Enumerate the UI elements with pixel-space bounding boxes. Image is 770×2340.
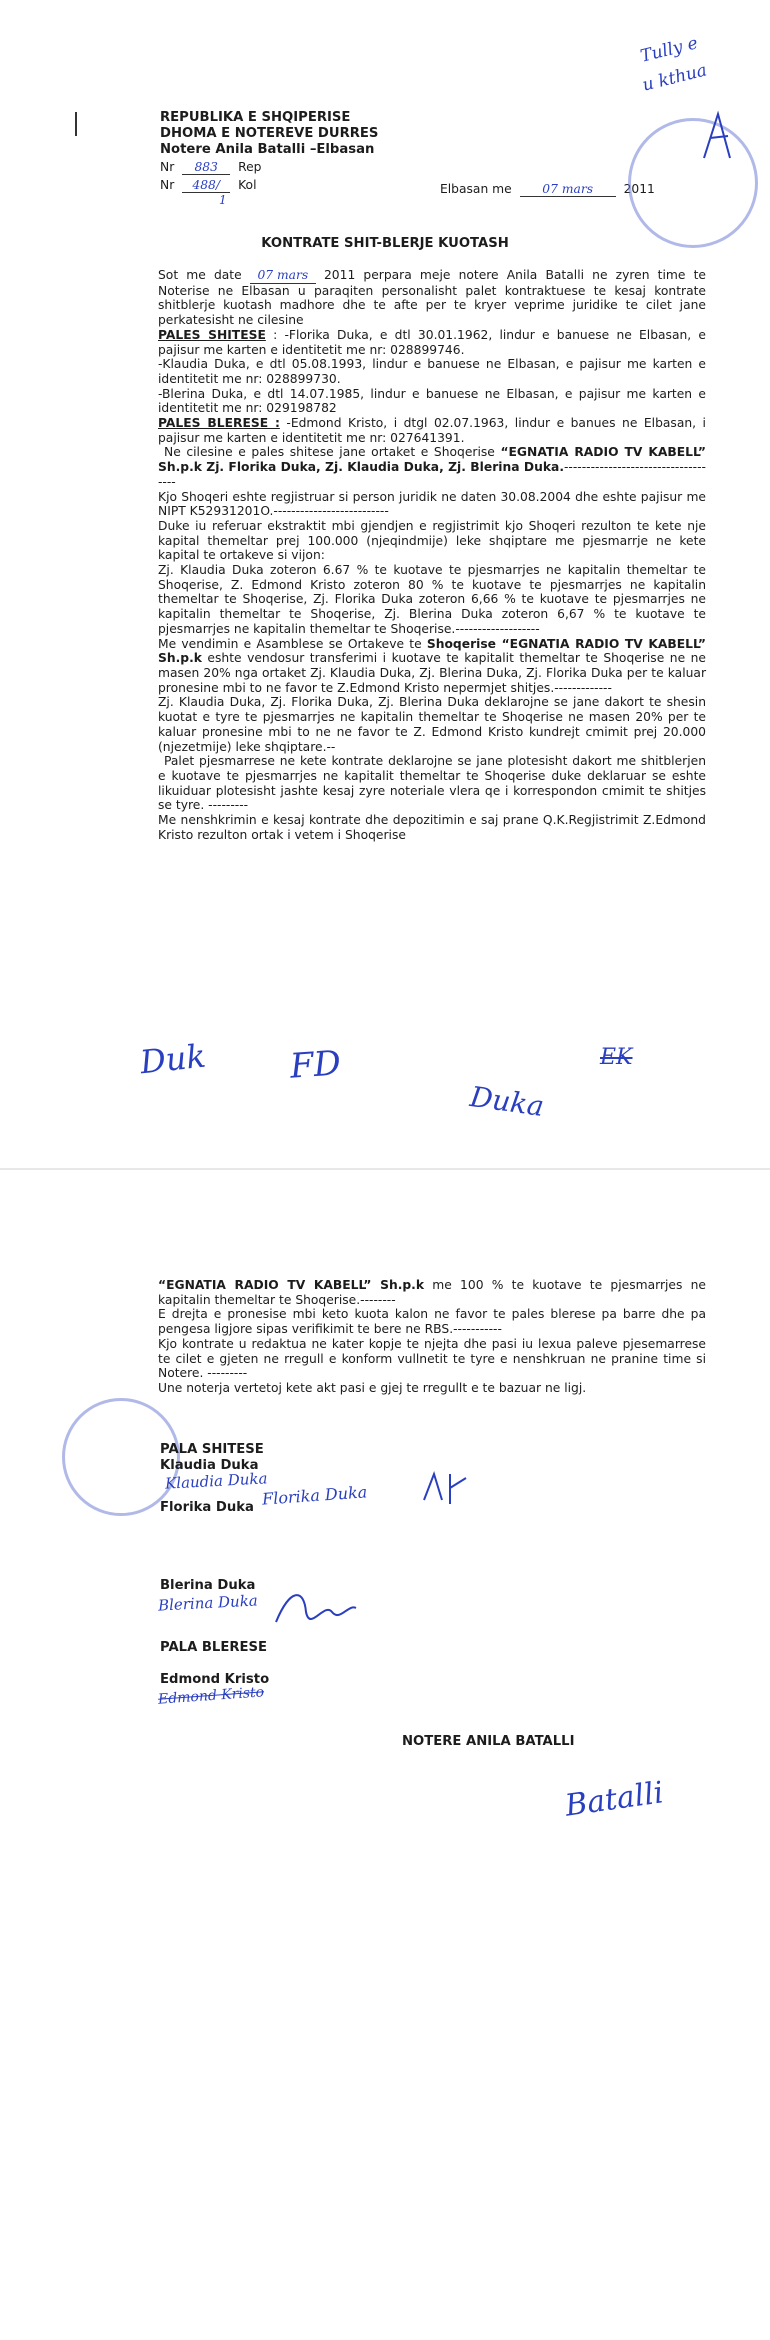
register-nr-label: Nr xyxy=(160,160,175,174)
buyer-sign-label: PALA BLERESE xyxy=(160,1640,267,1655)
declaration-paragraph: Zj. Klaudia Duka, Zj. Florika Duka, Zj. Blerina Duka deklarojne se jane dakort te shesin kuotat e tyre te pjesmarrjes ne kapitalin themeltar te Shoqerise ne masen 20% per te kaluar pronesine mbi to ne ne favor te Z. Edmond Kristo kundrejt cmimit prej 20.000 (njezetmije) leke shqiptare.-- xyxy=(158,695,706,754)
page1-signature-3: Duka xyxy=(468,1080,547,1123)
continuation-company: “EGNATIA RADIO TV KABELL” Sh.p.k xyxy=(158,1278,425,1292)
intro-handwritten-date: 07 mars xyxy=(250,268,316,284)
quality-paragraph xyxy=(158,445,706,489)
intro-paragraph xyxy=(158,268,706,328)
place-label: Elbasan me xyxy=(440,182,512,196)
intro-text-rest: 2011 perpara meje notere Anila Batalli ne zyren time te Noterise ne Elbasan u paraqiten personalisht palet kontraktuese te kesaj kontrate shitblerje kuotash madhore dhe te afte per te kryer veprime juridike te cilet jane perkatesisht ne cilesine xyxy=(158,268,706,328)
buyer1-handwritten: Edmond Kristo xyxy=(157,1684,265,1708)
corner-note-line2: u kthua xyxy=(640,60,709,96)
collection-nr-mark: 1 xyxy=(219,193,227,207)
shares-paragraph: Zj. Klaudia Duka zoteron 6.67 % te kuotave te pjesmarrjes ne kapitalin themeltar te Shoqerise, Z. Edmond Kristo zoteron 80 % te kuotave te pjesmarrjes ne kapitalin themeltar te Shoqerise, Zj. Florika Duka zoteron 6,66 % te kuotave te pjesmarrjes ne kapitalin themeltar te Shoqerise, Zj. Blerina Duka zoteron 6,67 % te kuotave te pjesmarrjes ne kapitalin themeltar te Shoqerise.------------------- xyxy=(158,563,706,636)
register-rep-label: Rep xyxy=(238,160,262,174)
contract-title: KONTRATE SHIT-BLERJE KUOTASH xyxy=(261,236,509,251)
sellers-label: PALES SHITESE xyxy=(158,327,266,342)
capital-paragraph: Duke iu referuar ekstraktit mbi gjendjen e regjistrimit kjo Shoqeri rezulton te kete nje kapital themeltar prej 100.000 (njeqindmije) leke shqiptare me pjesmarrje ne kete kapital te ortakeve si vijon: xyxy=(158,518,706,563)
decision-text-start: Me vendimin e Asamblese se Ortakeve te xyxy=(158,636,427,651)
year-label: 2011 xyxy=(623,182,655,196)
buyer1-name: Edmond Kristo xyxy=(160,1672,270,1687)
collection-nr-value: 488/ xyxy=(182,178,230,193)
corner-note-line1: Tully e xyxy=(638,33,700,67)
collection-number-row xyxy=(160,178,257,193)
signing-paragraph: Me nenshkrimin e kesaj kontrate dhe depozitimin e saj prane Q.K.Regjistrimit Z.Edmond Kristo rezulton ortak i vetem i Shoqerise xyxy=(158,813,706,842)
seller-klaudia: -Klaudia Duka, e dtl 05.08.1993, lindur e banuese ne Elbasan, e pajisur me karten e identitetit me nr: 028899730. xyxy=(158,357,706,386)
seller1-name: Klaudia Duka xyxy=(160,1458,259,1473)
decision-company: Shoqerise “EGNATIA RADIO TV KABELL” Sh.p.k xyxy=(158,636,706,666)
collection-nr-label: Nr xyxy=(160,178,175,192)
company-owners: “EGNATIA RADIO TV KABELL” Sh.p.k Zj. Florika Duka, Zj. Klaudia Duka, Zj. Blerina Duka. xyxy=(158,445,706,475)
header-republic: REPUBLIKA E SHQIPERISE xyxy=(160,110,351,125)
seller-blerina: -Blerina Duka, e dtl 14.07.1985, lindur e banuese ne Elbasan, e pajisur me karten e identitetit me nr: 029198782 xyxy=(158,386,706,416)
notary-statement: Une noterja vertetoj kete akt pasi e gjej te rregullt e te bazuar ne ligj. xyxy=(158,1380,587,1395)
register-number-row xyxy=(160,160,261,175)
buyer-paragraph xyxy=(158,416,706,445)
contract-page-2 xyxy=(0,1170,770,2340)
buyer-edmond: -Edmond Kristo, i dtgl 02.07.1963, lindur e banues ne Elbasan, i pajisur me karten e identitetit me nr: 027641391. xyxy=(158,416,706,445)
rights-paragraph: E drejta e pronesise mbi keto kuota kalon ne favor te pales blerese pa barre dhe pa pengesa ligjore sipas verifikimit te bere ne RBS.----------- xyxy=(158,1307,706,1337)
sellers-sign-label: PALA SHITESE xyxy=(160,1442,264,1457)
corner-initial-signature xyxy=(700,108,740,168)
continuation-paragraph xyxy=(158,1278,706,1307)
notary-sign-label: NOTERE ANILA BATALLI xyxy=(402,1734,575,1749)
quality-dashes: ------------------------------------ xyxy=(158,460,706,489)
collection-kol-label: Kol xyxy=(238,178,257,192)
notary-signature: Batalli xyxy=(563,1775,666,1824)
continuation-text: me 100 % te kuotave te pjesmarrjes ne kapitalin themeltar te Shoqerise.-------- xyxy=(158,1278,707,1307)
parties-paragraph: Palet pjesmarrese ne kete kontrate deklarojne se jane plotesisht dakort me shitblerjen e kuotave te pjesmarrjes ne kapitalit themeltar te Shoqerise duke deklaruar se eshte likuiduar plotesisht jashte kesaj zyre noteriale vlera qe i korrespondon cmimit te shitjes se tyre. --------- xyxy=(158,754,706,813)
register-nr-value: 883 xyxy=(182,160,230,175)
page1-signature-4: EK xyxy=(600,1045,633,1070)
seller3-name: Blerina Duka xyxy=(160,1578,256,1593)
page1-signature-2: FD xyxy=(288,1043,343,1087)
margin-mark xyxy=(75,112,77,136)
header-notary: Notere Anila Batalli –Elbasan xyxy=(160,142,375,157)
seller2-initials-mark xyxy=(420,1470,480,1510)
seller2-name: Florika Duka xyxy=(160,1500,254,1515)
quality-text: Ne cilesine e pales shitese jane ortaket e Shoqerise xyxy=(164,445,501,460)
decision-text-rest: eshte vendosur transferimi i kuotave te kapitalit themeltar te Shoqerise ne ne masen 20% nga ortaket Zj. Klaudia Duka, Zj. Blerina Duka, Zj. Florika Duka per te kaluar pronesine mbi to ne favor te Z.Edmond Kristo nepermjet shitjes.------------- xyxy=(158,651,706,695)
buyer-label: PALES BLERESE : xyxy=(158,416,280,431)
decision-paragraph xyxy=(158,637,706,696)
contract-body-page-2 xyxy=(158,1278,706,1396)
notary-stamp-bottom xyxy=(62,1398,180,1516)
seller1-handwritten: Klaudia Duka xyxy=(164,1469,268,1493)
intro-text-start: Sot me date xyxy=(158,268,242,282)
seller2-handwritten: Florika Duka xyxy=(261,1482,368,1509)
seller3-handwritten: Blerina Duka xyxy=(157,1591,259,1615)
place-date xyxy=(440,182,655,197)
handwritten-date: 07 mars xyxy=(520,182,616,197)
sellers-paragraph xyxy=(158,328,706,357)
seller-florika: : -Florika Duka, e dtl 30.01.1962, lindur e banuese ne Elbasan, e pajisur me karten e identitetit me nr: 028899746. xyxy=(158,327,706,357)
registration-paragraph: Kjo Shoqeri eshte regjistruar si person juridik ne daten 30.08.2004 dhe eshte pajisur me NIPT K52931201O.-------------------------- xyxy=(158,489,706,519)
copies-paragraph: Kjo kontrate u redaktua ne kater kopje te njejta dhe pasi iu lexua paleve pjesemarrese te cilet e gjeten ne rregull e konform vullnetit te tyre e nenshkruan ne pranine time si Notere. --------- xyxy=(158,1336,706,1381)
page1-signature-1: Duk xyxy=(138,1036,208,1082)
seller3-signature-mark xyxy=(270,1582,360,1642)
header-chamber: DHOMA E NOTEREVE DURRES xyxy=(160,126,379,141)
contract-body-page-1 xyxy=(158,268,706,842)
